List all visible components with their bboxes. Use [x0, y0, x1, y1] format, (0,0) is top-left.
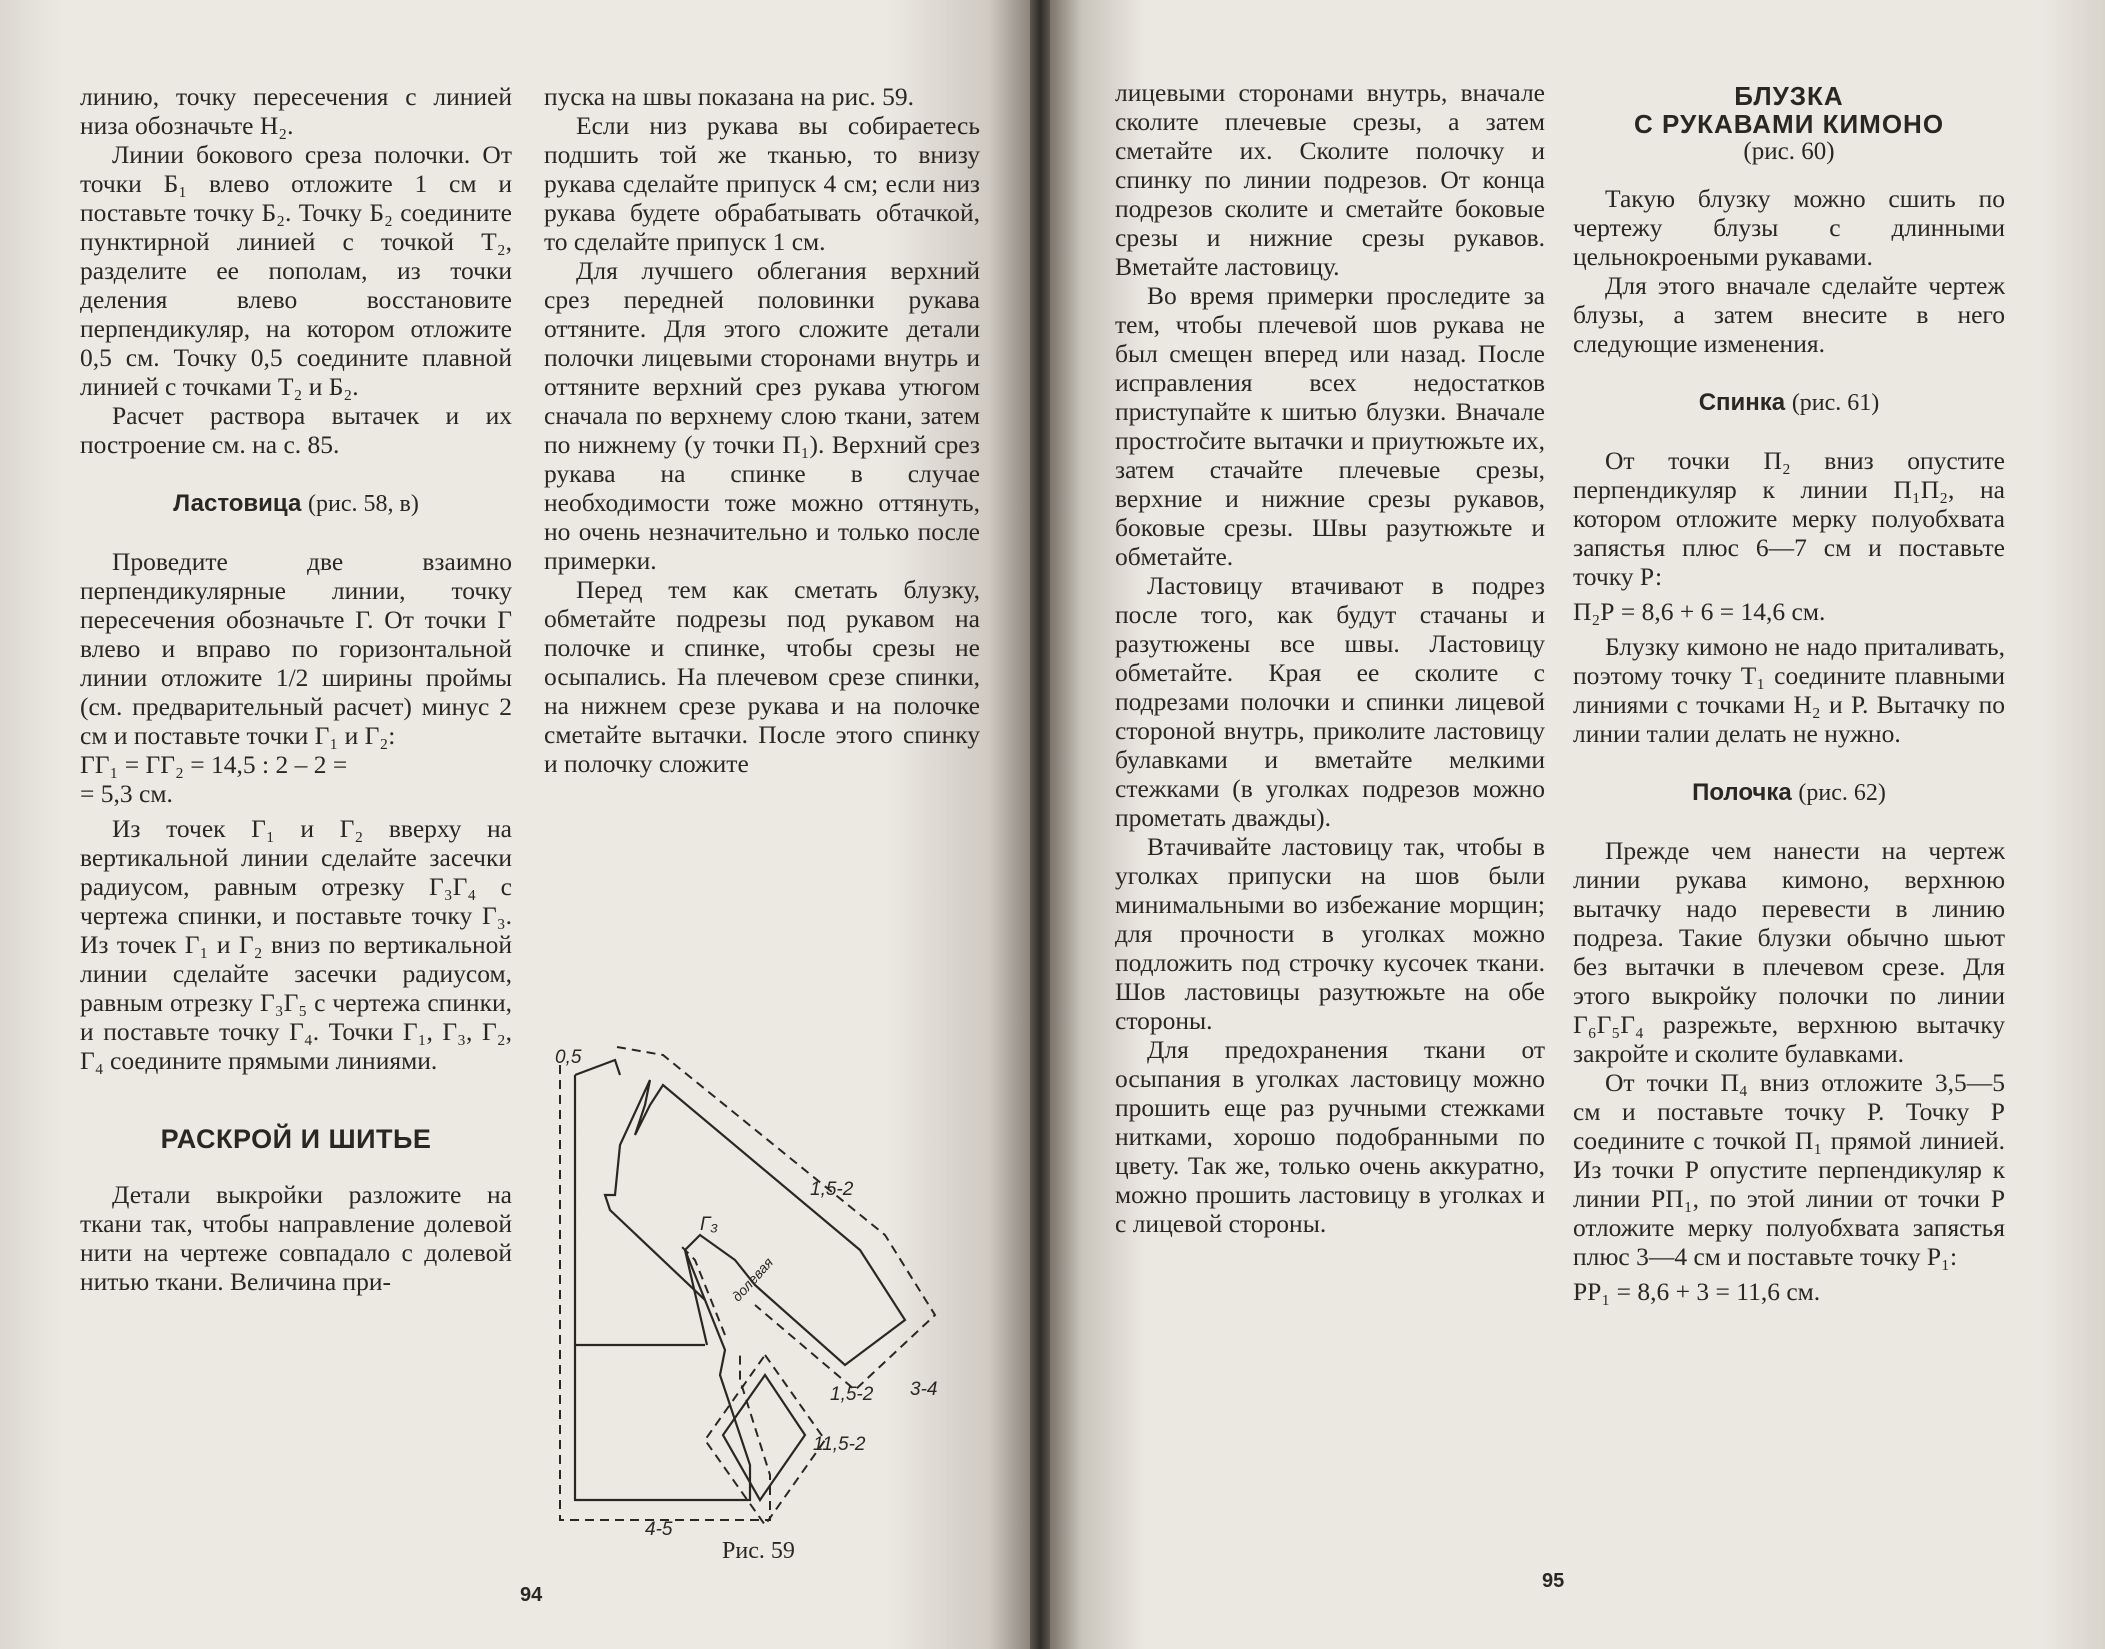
formula: П₂Р = 8,6 + 6 = 14,6 см.: [1573, 597, 1826, 626]
heading-ref: (рис. 58, в): [308, 491, 419, 517]
paragraph: линию, точку пересечения с линией низа обозначьте Н₂.: [80, 82, 512, 140]
section-heading: РАСКРОЙ И ШИТЬЕ: [160, 1124, 432, 1154]
figure-label: 1,5-2: [810, 1179, 854, 1200]
left-page: [0, 0, 1030, 1649]
figure-caption: Рис. 59: [722, 1538, 795, 1564]
figure-label: долевая: [728, 1254, 777, 1305]
figure-label: 0,5: [555, 1047, 582, 1068]
paragraph: Линии бокового среза полочки. От точки Б₁ влево отложите 1 см и поставьте точку Б₂. Точку Б₂ соедините пунктирной линией с точкой Т₂, разделите ее пополам, из точки деления влево восстановите перпендикуляр, на котором отложите 0,5 см. Точку 0,5 соедините плавной линией с точками Т₂ и Б₂.: [80, 140, 512, 401]
paragraph: лицевыми сторонами внутрь, вначале сколите плечевые срезы, а затем сметайте их. Сколите полочку и спинку по линии подрезов. От конца подрезов сколите и сметайте боковые срезы и нижние срезы рукавов. Вметайте ластовицу.: [1115, 78, 1545, 281]
left-page-column-2: [544, 82, 980, 778]
paragraph: Ластовицу втачивают в подрез после того, как будут стачаны и разутюжены все швы. Ластовицу обметайте. Края ее сколите с подрезами полочки и спинки лицевой стороной внутрь, приколите ластовицу булавками и вметайте мелкими стежками (в уголках подрезов можно прометать дважды).: [1115, 571, 1545, 832]
paragraph: пуска на швы показана на рис. 59.: [544, 82, 915, 111]
paragraph: От точки П₄ вниз отложите 3,5—5 см и поставьте точку Р. Точку Р соедините с точкой П₁ прямой линией. Из точки Р опустите перпендикуляр к линии РП₁, по этой линии от точки Р отложите мерку полуобхвата запястья плюс 3—4 см и поставьте точку Р₁:: [1573, 1068, 2005, 1271]
figure-label: 3-4: [910, 1379, 938, 1400]
sewing-pattern-figure: [555, 1045, 1005, 1545]
heading-text: Полочка: [1692, 779, 1792, 806]
title-line: БЛУЗКА: [1734, 81, 1844, 111]
title-line: С РУКАВАМИ КИМОНО: [1633, 109, 1945, 139]
formula: РР₁ = 8,6 + 3 = 11,6 см.: [1573, 1277, 1821, 1306]
formula: = 5,3 см.: [80, 779, 173, 808]
paragraph: Во время примерки проследите за тем, чтобы плечевой шов рукава не был смещен вперед или назад. После исправления всех недостатков приступайте к шитью блузки. Вначале простročите вытачки и приутюжьте их, затем стачайте плечевые срезы, верхние и нижние срезы рукавов, боковые срезы. Швы разутюжьте и обметайте.: [1115, 281, 1545, 571]
paragraph: Если низ рукава вы собираетесь подшить той же тканью, то внизу рукава сделайте припуск 4 см; если низ рукава будете обрабатывать обтачкой, то сделайте припуск 1 см.: [544, 111, 980, 256]
figure-label: 1,5-2: [830, 1384, 874, 1405]
heading-text: Спинка: [1698, 389, 1786, 416]
paragraph: Втачивайте ластовицу так, чтобы в уголках припуски на шов были минимальными во избежание морщин; для прочности в уголках можно подложить под строчку кусочек ткани. Шов ластовицы разутюжьте на обе стороны.: [1115, 832, 1545, 1035]
section-heading: [1573, 778, 2005, 808]
right-page: [1050, 0, 2105, 1649]
paragraph: Для этого вначале сделайте чертеж блузы, а затем внесите в него следующие изменения.: [1573, 271, 2005, 358]
paragraph: Проведите две взаимно перпендикулярные линии, точку пересечения обозначьте Г. От точки Г влево и вправо по горизонтальной линии отложите 1/2 ширины проймы (см. предварительный расчет) минус 2 см и поставьте точки Г₁ и Г₂:: [80, 547, 512, 750]
paragraph: Такую блузку можно сшить по чертежу блузы с длинными цельнокроеными рукавами.: [1573, 184, 2005, 271]
paragraph: Блузку кимоно не надо приталивать, поэтому точку Т₁ соедините плавными линиями с точками Н₂ и Р. Вытачку по линии талии делать не нужно.: [1573, 632, 2005, 748]
title-ref: (рис. 60): [1743, 138, 1835, 165]
paragraph: Детали выкройки разложите на ткани так, чтобы направление долевой нити на чертеже совпадало с долевой нитью ткани. Величина при-: [80, 1180, 512, 1296]
heading-ref: (рис. 61): [1791, 390, 1880, 416]
figure-label: 11,5-2: [813, 1434, 866, 1455]
paragraph: Из точек Г₁ и Г₂ вверху на вертикальной линии сделайте засечки радиусом, равным отрезку Г₃Г₄ с чертежа спинки, и поставьте точку Г₃. Из точек Г₁ и Г₂ вниз по вертикальной линии сделайте засечки радиусом, равным отрезку Г₃Г₅ с чертежа спинки, и поставьте точку Г₄. Точки Г₁, Г₃, Г₂, Г₄ соедините прямыми линиями.: [80, 814, 512, 1075]
heading-text: Ластовица: [173, 490, 302, 517]
section-heading: [80, 489, 512, 519]
page-number: 95: [1542, 1570, 1565, 1592]
paragraph: От точки П₂ вниз опустите перпендикуляр к линии П₁П₂, на котором отложите мерку полуобхвата запястья плюс 6—7 см и поставьте точку Р:: [1573, 446, 2005, 591]
page-number: 94: [520, 1584, 543, 1606]
section-heading: [1573, 388, 2005, 418]
paragraph: Для лучшего облегания верхний срез передней половинки рукава оттяните. Для этого сложите детали полочки лицевыми сторонами внутрь и оттяните верхний срез рукава утюгом сначала по верхнему слою ткани, затем по нижнему (у точки П₁). Верхний срез рукава на спинке в случае необходимости тоже можно оттянуть, но очень незначительно и только после примерки.: [544, 256, 980, 575]
chapter-title: [1573, 82, 2005, 166]
figure-label: Г₃: [700, 1214, 718, 1235]
formula: ГГ₁ = ГГ₂ = 14,5 : 2 – 2 =: [80, 750, 348, 779]
right-page-column-1: [1115, 78, 1545, 1238]
paragraph: Перед тем как сметать блузку, обметайте подрезы под рукавом на полочке и спинке, чтобы срезы не осыпались. На плечевом срезе спинки, на нижнем срезе рукава и на полочке сметайте вытачки. После этого спинку и полочку сложите: [544, 575, 980, 778]
left-page-column-1: [80, 82, 512, 1296]
paragraph: Расчет раствора вытачек и их построение см. на с. 85.: [80, 401, 512, 459]
figure-label: 4-5: [645, 1519, 673, 1540]
book-gutter: [1030, 0, 1050, 1649]
paragraph: Для предохранения ткани от осыпания в уголках ластовицу можно прошить еще раз ручными стежками нитками, хорошо подобранными по цвету. Так же, только очень аккуратно, можно прошить ластовицу в уголках и с лицевой стороны.: [1115, 1035, 1545, 1238]
right-page-column-2: [1573, 82, 2005, 1306]
heading-ref: (рис. 62): [1798, 780, 1886, 806]
paragraph: Прежде чем нанести на чертеж линии рукава кимоно, верхнюю вытачку надо перевести в линию подреза. Такие блузки обычно шьют без вытачки в плечевом срезе. Для этого выкройку полочки по линии Г₆Г₅Г₄ разрежьте, верхнюю вытачку закройте и сколите булавками.: [1573, 836, 2005, 1068]
